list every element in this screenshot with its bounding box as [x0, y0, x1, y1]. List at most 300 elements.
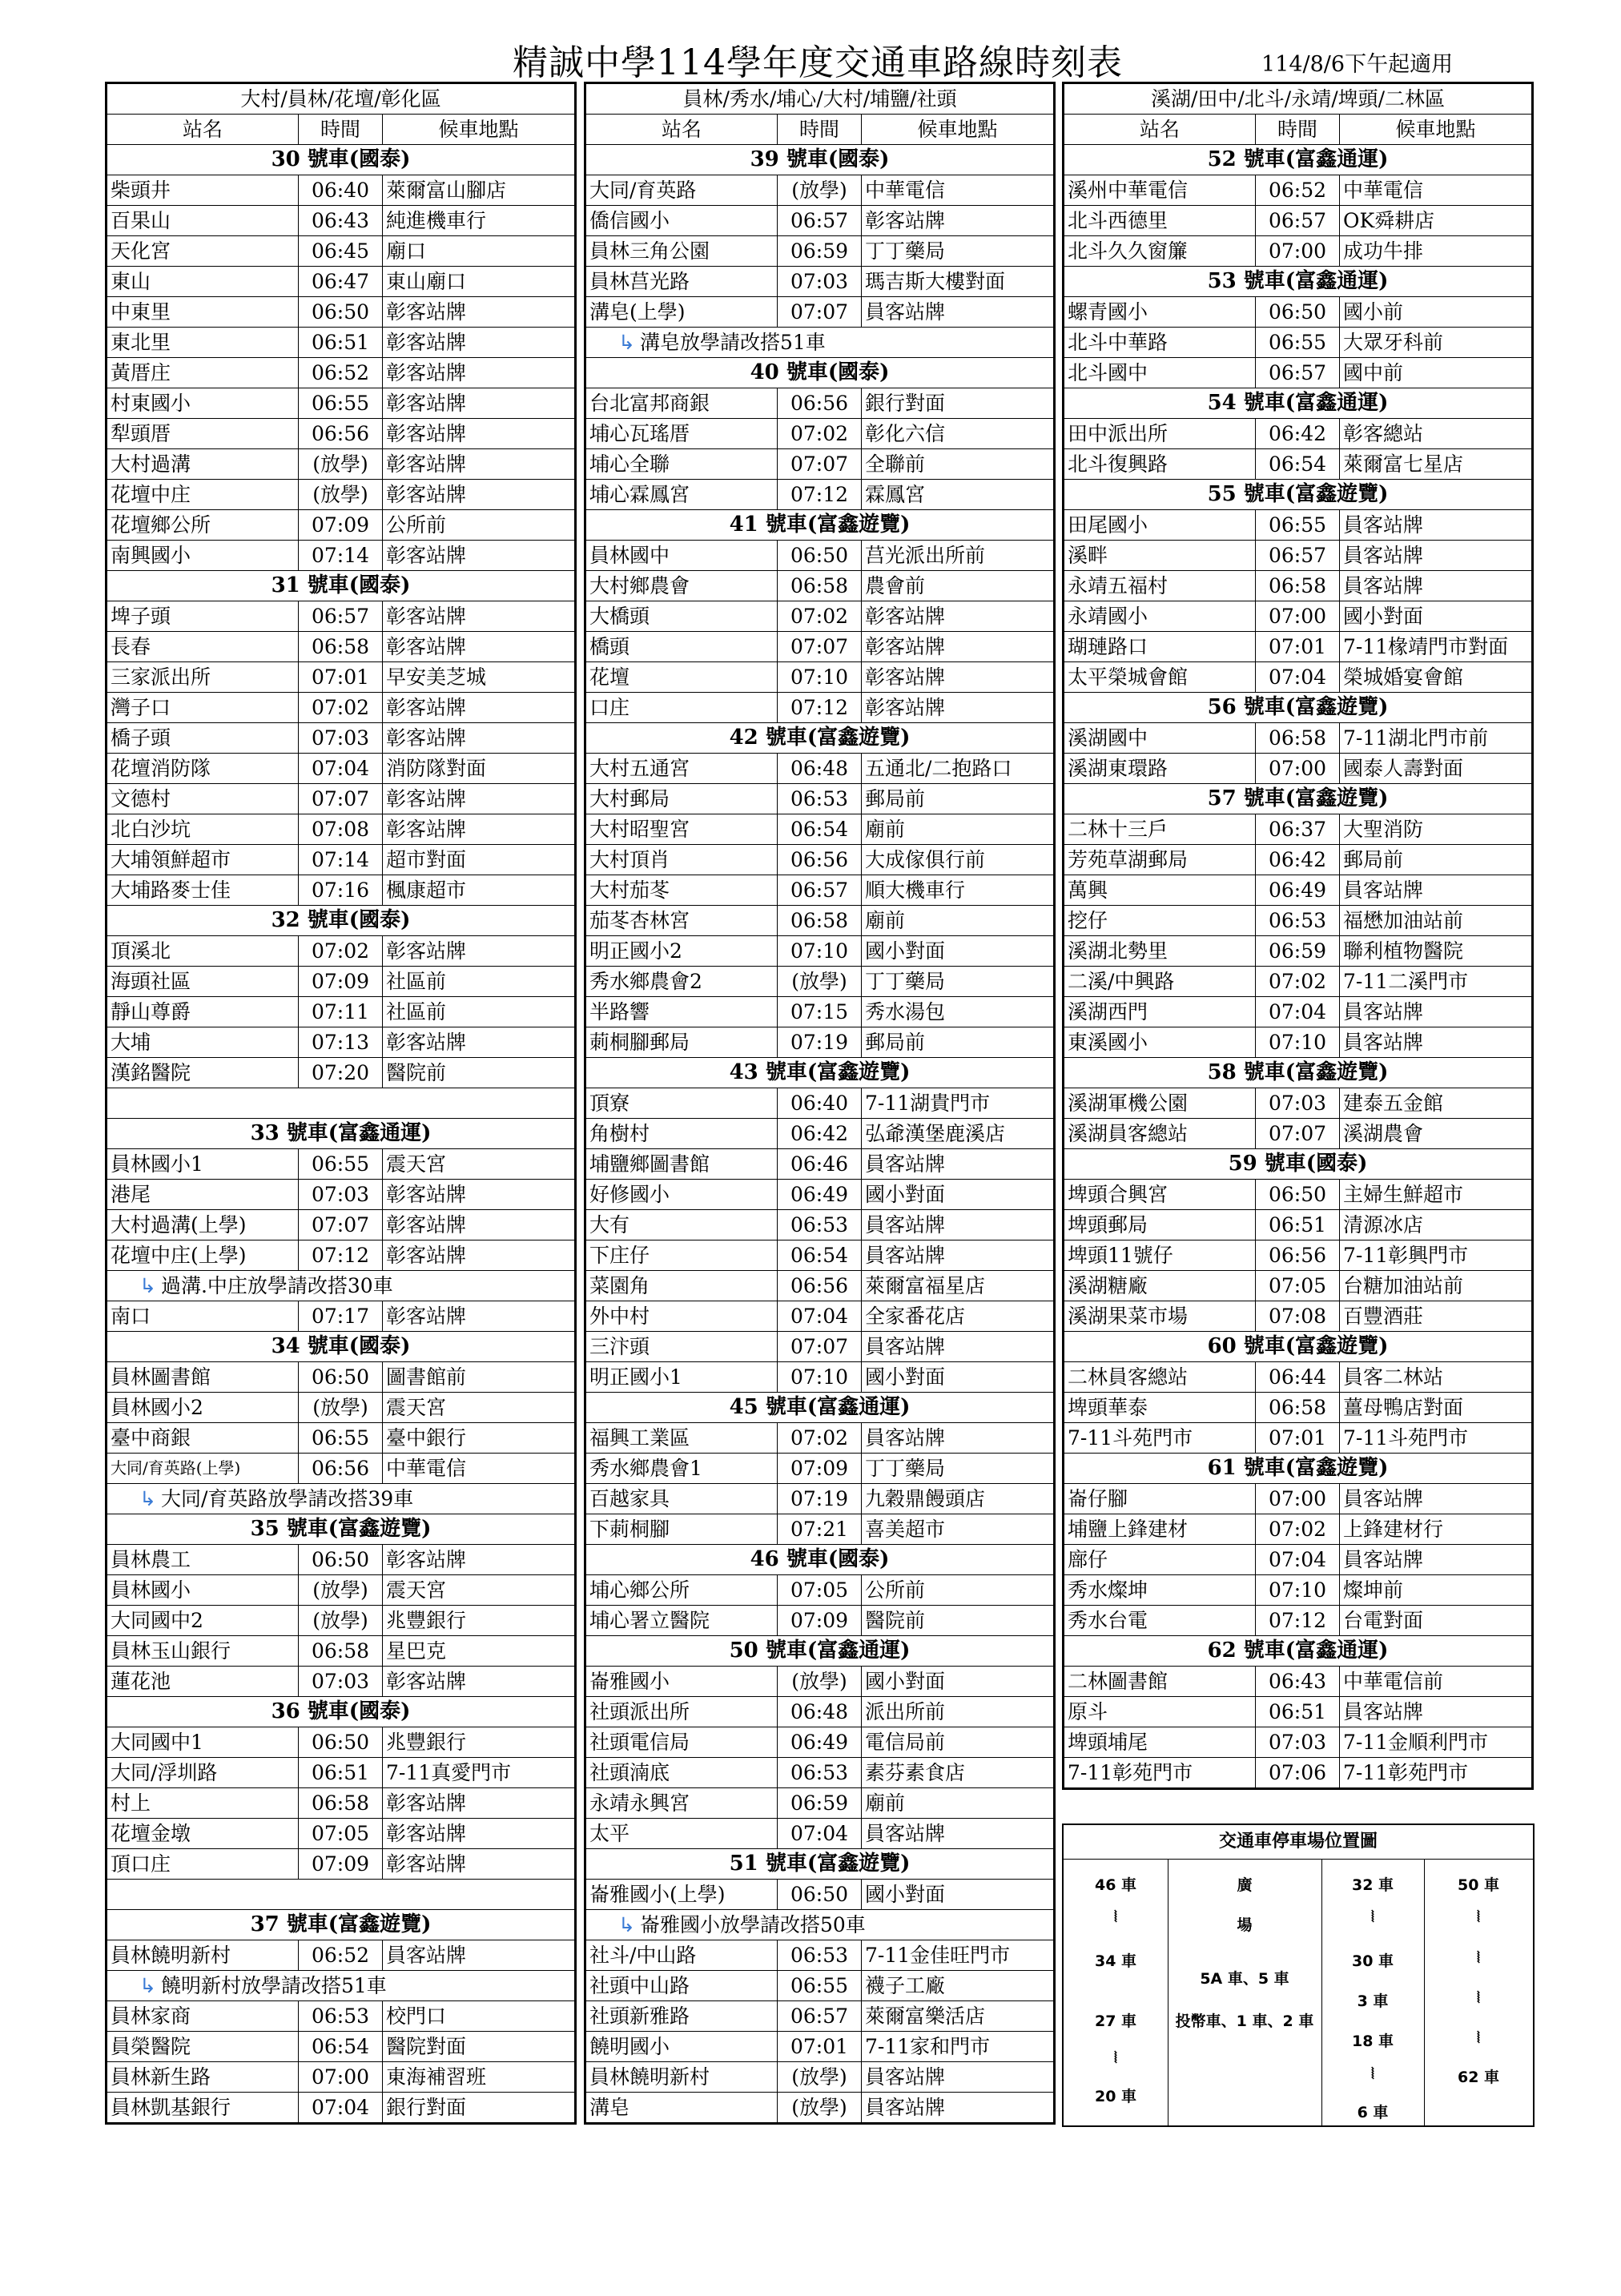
stop-place: 消防隊對面	[383, 754, 576, 784]
bus-label: 41 號車(富鑫遊覽)	[585, 510, 1055, 541]
stop-time: 06:53	[1256, 906, 1340, 936]
stop-row	[585, 236, 1055, 267]
stop-name: 北斗西德里	[1064, 206, 1256, 236]
stop-place: 彰客站牌	[383, 449, 576, 480]
stop-name: 灣子口	[107, 693, 299, 723]
stop-name: 埤子頭	[107, 601, 299, 632]
stop-place: 公所前	[862, 1575, 1055, 1606]
stop-time: 07:12	[1256, 1606, 1340, 1636]
stop-time: 06:50	[1256, 1180, 1340, 1210]
bus-header	[585, 1849, 1055, 1880]
stop-name: 員林國小1	[107, 1149, 299, 1180]
stop-row	[107, 1545, 576, 1575]
stop-time: 06:58	[1256, 1393, 1340, 1423]
stop-place: 7-11湖貴門市	[862, 1088, 1055, 1119]
stop-time: 07:09	[778, 1606, 862, 1636]
stop-row	[585, 936, 1055, 967]
stop-time: 06:58	[1256, 723, 1340, 754]
stop-row	[107, 997, 576, 1027]
bus-header	[1064, 145, 1533, 175]
stop-row	[1064, 541, 1533, 571]
stop-row	[585, 875, 1055, 906]
stop-name: 村上	[107, 1788, 299, 1819]
stop-time: 07:03	[299, 1180, 383, 1210]
stop-time: 07:00	[1256, 1484, 1340, 1514]
stop-time: 07:07	[778, 297, 862, 328]
stop-place: 震天宮	[383, 1393, 576, 1423]
transfer-note-text: 大同/育英路放學請改搭39車	[160, 1487, 414, 1510]
stop-time: 06:51	[1256, 1210, 1340, 1240]
stop-name: 橋頭	[585, 632, 778, 662]
stop-row	[107, 784, 576, 814]
parking-map	[1062, 1824, 1535, 2127]
stop-time: 06:54	[1256, 449, 1340, 480]
stop-row	[107, 2093, 576, 2124]
stop-name: 員林饒明新村	[107, 1940, 299, 1971]
stop-place: 中華電信	[862, 175, 1055, 206]
blank-row	[107, 1880, 576, 1910]
stop-place: 瑪吉斯大樓對面	[862, 267, 1055, 297]
stop-name: 北斗久久窗簾	[1064, 236, 1256, 267]
stop-row	[1064, 1697, 1533, 1727]
stop-name: 頂口庄	[107, 1849, 299, 1880]
header-station: 站名	[1064, 115, 1256, 145]
stop-name: 社頭派出所	[585, 1697, 778, 1727]
stop-place: 7-11家和門市	[862, 2032, 1055, 2062]
stop-name: 溪湖東環路	[1064, 754, 1256, 784]
stop-time: 07:05	[1256, 1271, 1340, 1301]
stop-name: 靜山尊爵	[107, 997, 299, 1027]
stop-name: 埤頭埔尾	[1064, 1727, 1256, 1758]
transfer-note-cell	[585, 328, 1055, 358]
stop-place: 電信局前	[862, 1727, 1055, 1758]
stop-time: 06:52	[1256, 175, 1340, 206]
stop-time: 07:02	[778, 601, 862, 632]
stop-place: 7-11真愛門市	[383, 1758, 576, 1788]
stop-row	[1064, 906, 1533, 936]
stop-place: 7-11彰苑門市	[1340, 1758, 1533, 1789]
stop-name: 員林國中	[585, 541, 778, 571]
stop-name: 僑信國小	[585, 206, 778, 236]
stop-place: 順大機車行	[862, 875, 1055, 906]
stop-row	[1064, 297, 1533, 328]
stop-place: 上鋒建材行	[1340, 1514, 1533, 1545]
stop-place: 溪湖農會	[1340, 1119, 1533, 1149]
stop-name: 花壇消防隊	[107, 754, 299, 784]
stop-row	[107, 693, 576, 723]
header-place: 候車地點	[862, 115, 1055, 145]
stop-row	[585, 1819, 1055, 1849]
bus-header	[1064, 693, 1533, 723]
stop-row	[585, 480, 1055, 510]
stop-name: 員榮醫院	[107, 2032, 299, 2062]
bus-label: 53 號車(富鑫通運)	[1064, 267, 1533, 297]
stop-name: 溪湖北勢里	[1064, 936, 1256, 967]
stop-place: 彰客站牌	[862, 693, 1055, 723]
stop-time: 06:49	[1256, 875, 1340, 906]
stop-time: 06:43	[299, 206, 383, 236]
stop-name: 社頭新雅路	[585, 2001, 778, 2032]
bus-header	[585, 510, 1055, 541]
stop-row	[585, 1484, 1055, 1514]
stop-row	[585, 1119, 1055, 1149]
stop-row	[1064, 601, 1533, 632]
stop-time: 06:59	[1256, 936, 1340, 967]
stop-name: 百越家具	[585, 1484, 778, 1514]
schedule-column-3	[1062, 82, 1534, 1790]
stop-name: 口庄	[585, 693, 778, 723]
stop-name: 社頭湳底	[585, 1758, 778, 1788]
stop-time: 07:16	[299, 875, 383, 906]
bus-header	[1064, 784, 1533, 814]
bus-label: 39 號車(國泰)	[585, 145, 1055, 175]
stop-place: 素芬素食店	[862, 1758, 1055, 1788]
bus-header	[585, 723, 1055, 754]
parking-label: 27 車	[1094, 2013, 1137, 2030]
stop-time: 07:01	[1256, 632, 1340, 662]
stop-time: 07:10	[1256, 1027, 1340, 1058]
stop-name: 台北富邦商銀	[585, 388, 778, 419]
stop-place: 員客站牌	[1340, 571, 1533, 601]
parking-col-1	[1064, 1859, 1168, 2125]
stop-time: 07:02	[299, 936, 383, 967]
stop-name: 大埔領鮮超市	[107, 845, 299, 875]
stop-time: 07:07	[299, 1210, 383, 1240]
stop-row	[107, 1301, 576, 1332]
stop-place: 員客站牌	[1340, 1027, 1533, 1058]
stop-name: 漢銘醫院	[107, 1058, 299, 1088]
stop-time: 06:40	[778, 1088, 862, 1119]
stop-time: 07:21	[778, 1514, 862, 1545]
stop-place: 員客站牌	[1340, 1545, 1533, 1575]
stop-row	[585, 175, 1055, 206]
transfer-note-cell	[585, 1910, 1055, 1940]
stop-place: 彰客站牌	[383, 601, 576, 632]
stop-name: 大埔	[107, 1027, 299, 1058]
stop-time: 07:01	[778, 2032, 862, 2062]
bus-header	[1064, 1332, 1533, 1362]
stop-time: 07:05	[299, 1819, 383, 1849]
stop-name: 下莿桐腳	[585, 1514, 778, 1545]
stop-name: 茄苳杏林宮	[585, 906, 778, 936]
stop-place: 國中前	[1340, 358, 1533, 388]
region-header: 大村/員林/花壇/彰化區	[107, 83, 576, 115]
parking-label: 6 車	[1357, 2104, 1389, 2121]
stop-time: 06:57	[1256, 358, 1340, 388]
stop-place: 社區前	[383, 997, 576, 1027]
stop-time: 07:04	[1256, 997, 1340, 1027]
blank-cell	[107, 1880, 576, 1910]
stop-name: 花壇金墩	[107, 1819, 299, 1849]
stop-place: 東山廟口	[383, 267, 576, 297]
stop-time: 07:19	[778, 1484, 862, 1514]
stop-row	[585, 662, 1055, 693]
stop-name: 外中村	[585, 1301, 778, 1332]
stop-place: 醫院對面	[383, 2032, 576, 2062]
stop-time: 06:55	[778, 1971, 862, 2001]
stop-name: 員林圖書館	[107, 1362, 299, 1393]
stop-time: 06:45	[299, 236, 383, 267]
stop-place: 彰客站牌	[383, 1788, 576, 1819]
stop-place: 星巴克	[383, 1636, 576, 1667]
stop-name: 大橋頭	[585, 601, 778, 632]
stop-name: 大村五通宮	[585, 754, 778, 784]
stop-row	[585, 1940, 1055, 1971]
stop-name: 埤頭合興宮	[1064, 1180, 1256, 1210]
stop-row	[1064, 1606, 1533, 1636]
stop-place: 員客站牌	[862, 1149, 1055, 1180]
stop-row	[585, 1788, 1055, 1819]
stop-row	[107, 541, 576, 571]
stop-place: 萊爾富山腳店	[383, 175, 576, 206]
stop-time: (放學)	[299, 1393, 383, 1423]
parking-label: 場	[1237, 1916, 1253, 1934]
transfer-note	[107, 1484, 576, 1514]
stop-time: 07:09	[299, 1849, 383, 1880]
stop-name: 大村郵局	[585, 784, 778, 814]
stop-time: 07:07	[1256, 1119, 1340, 1149]
stop-place: 大聖消防	[1340, 814, 1533, 845]
bus-header	[107, 571, 576, 601]
stop-row	[107, 1940, 576, 1971]
stop-time: (放學)	[778, 175, 862, 206]
stop-place: 銀行對面	[383, 2093, 576, 2124]
stop-name: 村東國小	[107, 388, 299, 419]
stop-row	[585, 814, 1055, 845]
stop-row	[1064, 1545, 1533, 1575]
stop-place: 震天宮	[383, 1149, 576, 1180]
transfer-note-cell	[107, 1484, 576, 1514]
stop-row	[585, 1727, 1055, 1758]
stop-name: 大同國中2	[107, 1606, 299, 1636]
stop-row	[585, 1149, 1055, 1180]
stop-time: 07:02	[1256, 967, 1340, 997]
stop-time: 06:57	[778, 2001, 862, 2032]
stop-row	[107, 297, 576, 328]
stop-time: (放學)	[299, 449, 383, 480]
stop-time: 06:57	[299, 601, 383, 632]
stop-row	[585, 419, 1055, 449]
stop-row	[107, 662, 576, 693]
stop-row	[107, 936, 576, 967]
stop-row	[107, 875, 576, 906]
stop-row	[1064, 571, 1533, 601]
stop-time: 06:53	[299, 2001, 383, 2032]
effective-date: 114/8/6下午起適用	[1261, 52, 1454, 77]
transfer-note-text: 饒明新村放學請改搭51車	[160, 1974, 387, 1997]
turn-arrow-icon: ↳	[618, 1913, 635, 1936]
stop-name: 中東里	[107, 297, 299, 328]
stop-place: 彰客站牌	[862, 206, 1055, 236]
bus-label: 33 號車(富鑫通運)	[107, 1119, 576, 1149]
stop-row	[1064, 1727, 1533, 1758]
bus-header	[107, 1119, 576, 1149]
stop-row	[585, 906, 1055, 936]
stop-name: 永靖國小	[1064, 601, 1256, 632]
bus-label: 40 號車(國泰)	[585, 358, 1055, 388]
parking-dots: ⦚	[1477, 1989, 1480, 2007]
stop-place: 農會前	[862, 571, 1055, 601]
stop-time: (放學)	[299, 1606, 383, 1636]
stop-place: 員客站牌	[862, 1423, 1055, 1454]
stop-place: 員客站牌	[862, 1240, 1055, 1271]
stop-row	[107, 419, 576, 449]
stop-time: 07:10	[778, 1362, 862, 1393]
stop-name: 螺青國小	[1064, 297, 1256, 328]
bus-label: 32 號車(國泰)	[107, 906, 576, 936]
stop-place: 醫院前	[383, 1058, 576, 1088]
stop-time: 07:02	[1256, 1514, 1340, 1545]
stop-row	[107, 967, 576, 997]
stop-row	[107, 1058, 576, 1088]
stop-time: 06:48	[778, 754, 862, 784]
stop-time: 07:11	[299, 997, 383, 1027]
stop-time: 07:04	[1256, 1545, 1340, 1575]
stop-time: 07:19	[778, 1027, 862, 1058]
stop-place: 派出所前	[862, 1697, 1055, 1727]
stop-row	[585, 997, 1055, 1027]
stop-name: 溪州中華電信	[1064, 175, 1256, 206]
stop-place: 超市對面	[383, 845, 576, 875]
stop-name: 長春	[107, 632, 299, 662]
stop-name: 二林圖書館	[1064, 1667, 1256, 1697]
stop-time: 06:55	[299, 388, 383, 419]
stop-place: 7-11金順利門市	[1340, 1727, 1533, 1758]
stop-time: 07:10	[1256, 1575, 1340, 1606]
stop-place: 建泰五金館	[1340, 1088, 1533, 1119]
bus-header	[585, 145, 1055, 175]
stop-place: 員客站牌	[862, 297, 1055, 328]
parking-label: 廣	[1237, 1876, 1253, 1894]
stop-time: 06:51	[299, 1758, 383, 1788]
stop-row	[1064, 449, 1533, 480]
stop-name: 溪湖國中	[1064, 723, 1256, 754]
stop-place: 社區前	[383, 967, 576, 997]
stop-time: 07:10	[778, 662, 862, 693]
stop-time: 06:58	[299, 1636, 383, 1667]
parking-label: 46 車	[1094, 1876, 1137, 1894]
stop-row	[585, 1301, 1055, 1332]
stop-time: 06:37	[1256, 814, 1340, 845]
stop-row	[107, 480, 576, 510]
stop-time: 06:57	[1256, 206, 1340, 236]
stop-name: 大村茄苳	[585, 875, 778, 906]
stop-name: 員林凱基銀行	[107, 2093, 299, 2124]
stop-place: 五通北/二抱路口	[862, 754, 1055, 784]
stop-row	[585, 784, 1055, 814]
stop-place: 彰客站牌	[383, 1180, 576, 1210]
stop-place: 員客站牌	[862, 1332, 1055, 1362]
stop-name: 埔心瓦瑤厝	[585, 419, 778, 449]
stop-time: 06:49	[778, 1727, 862, 1758]
stop-name: 柴頭井	[107, 175, 299, 206]
stop-time: 06:55	[299, 1423, 383, 1454]
stop-name: 大同國中1	[107, 1727, 299, 1758]
stop-place: 員客站牌	[862, 1210, 1055, 1240]
stop-time: 06:50	[778, 1880, 862, 1910]
stop-time: 06:56	[778, 1271, 862, 1301]
stop-time: 06:44	[1256, 1362, 1340, 1393]
stop-name: 田中派出所	[1064, 419, 1256, 449]
stop-place: 彰客站牌	[383, 297, 576, 328]
stop-time: 07:14	[299, 541, 383, 571]
stop-time: 06:58	[1256, 571, 1340, 601]
stop-time: 06:53	[778, 784, 862, 814]
stop-name: 角樹村	[585, 1119, 778, 1149]
stop-row	[585, 693, 1055, 723]
stop-time: 06:50	[299, 1727, 383, 1758]
stop-time: 06:54	[778, 814, 862, 845]
stop-row	[585, 2093, 1055, 2124]
stop-time: 06:57	[778, 206, 862, 236]
stop-time: 07:04	[299, 754, 383, 784]
parking-label: 62 車	[1457, 2069, 1500, 2086]
stop-time: 07:17	[299, 1301, 383, 1332]
stop-row	[585, 1180, 1055, 1210]
stop-row	[1064, 1088, 1533, 1119]
bus-header	[1064, 267, 1533, 297]
stop-time: 06:56	[299, 1454, 383, 1484]
stop-time: 07:06	[1256, 1758, 1340, 1789]
stop-time: 06:52	[299, 358, 383, 388]
stop-row	[1064, 1758, 1533, 1789]
stop-time: 07:04	[778, 1301, 862, 1332]
stop-time: (放學)	[778, 1667, 862, 1697]
stop-name: 二溪/中興路	[1064, 967, 1256, 997]
stop-row	[107, 1027, 576, 1058]
bus-header	[1064, 1149, 1533, 1180]
stop-name: 花壇中庄	[107, 480, 299, 510]
bus-label: 57 號車(富鑫遊覽)	[1064, 784, 1533, 814]
stop-row	[107, 1393, 576, 1423]
stop-place: 彰客站牌	[862, 601, 1055, 632]
stop-place: 全聯前	[862, 449, 1055, 480]
stop-row	[1064, 1271, 1533, 1301]
stop-row	[107, 1240, 576, 1271]
stop-name: 北白沙坑	[107, 814, 299, 845]
stop-name: 花壇	[585, 662, 778, 693]
stop-time: 07:14	[299, 845, 383, 875]
stop-time: 07:03	[1256, 1727, 1340, 1758]
stop-place: 榮城婚宴會館	[1340, 662, 1533, 693]
stop-time: 07:12	[778, 480, 862, 510]
stop-time: 07:01	[299, 662, 383, 693]
stop-name: 大村昭聖宮	[585, 814, 778, 845]
parking-label: 32 車	[1351, 1876, 1394, 1894]
stop-place: 彰客站牌	[383, 1027, 576, 1058]
stop-place: 員客二林站	[1340, 1362, 1533, 1393]
stop-time: 06:55	[1256, 328, 1340, 358]
stop-place: 彰客站牌	[383, 1849, 576, 1880]
stop-place: 彰客站牌	[862, 662, 1055, 693]
parking-col-4	[1424, 1859, 1533, 2125]
bus-header	[1064, 1454, 1533, 1484]
stop-row	[585, 449, 1055, 480]
stop-row	[585, 541, 1055, 571]
stop-place: 中華電信前	[1340, 1667, 1533, 1697]
stop-place: 公所前	[383, 510, 576, 541]
stop-row	[107, 1423, 576, 1454]
stop-place: 員客站牌	[862, 2062, 1055, 2093]
stop-time: 06:53	[778, 1758, 862, 1788]
stop-time: 07:07	[778, 449, 862, 480]
stop-row	[107, 845, 576, 875]
stop-time: 06:54	[778, 1240, 862, 1271]
stop-place: 百豐酒莊	[1340, 1301, 1533, 1332]
stop-name: 埔心全聯	[585, 449, 778, 480]
stop-time: 06:58	[299, 632, 383, 662]
stop-name: 萬興	[1064, 875, 1256, 906]
